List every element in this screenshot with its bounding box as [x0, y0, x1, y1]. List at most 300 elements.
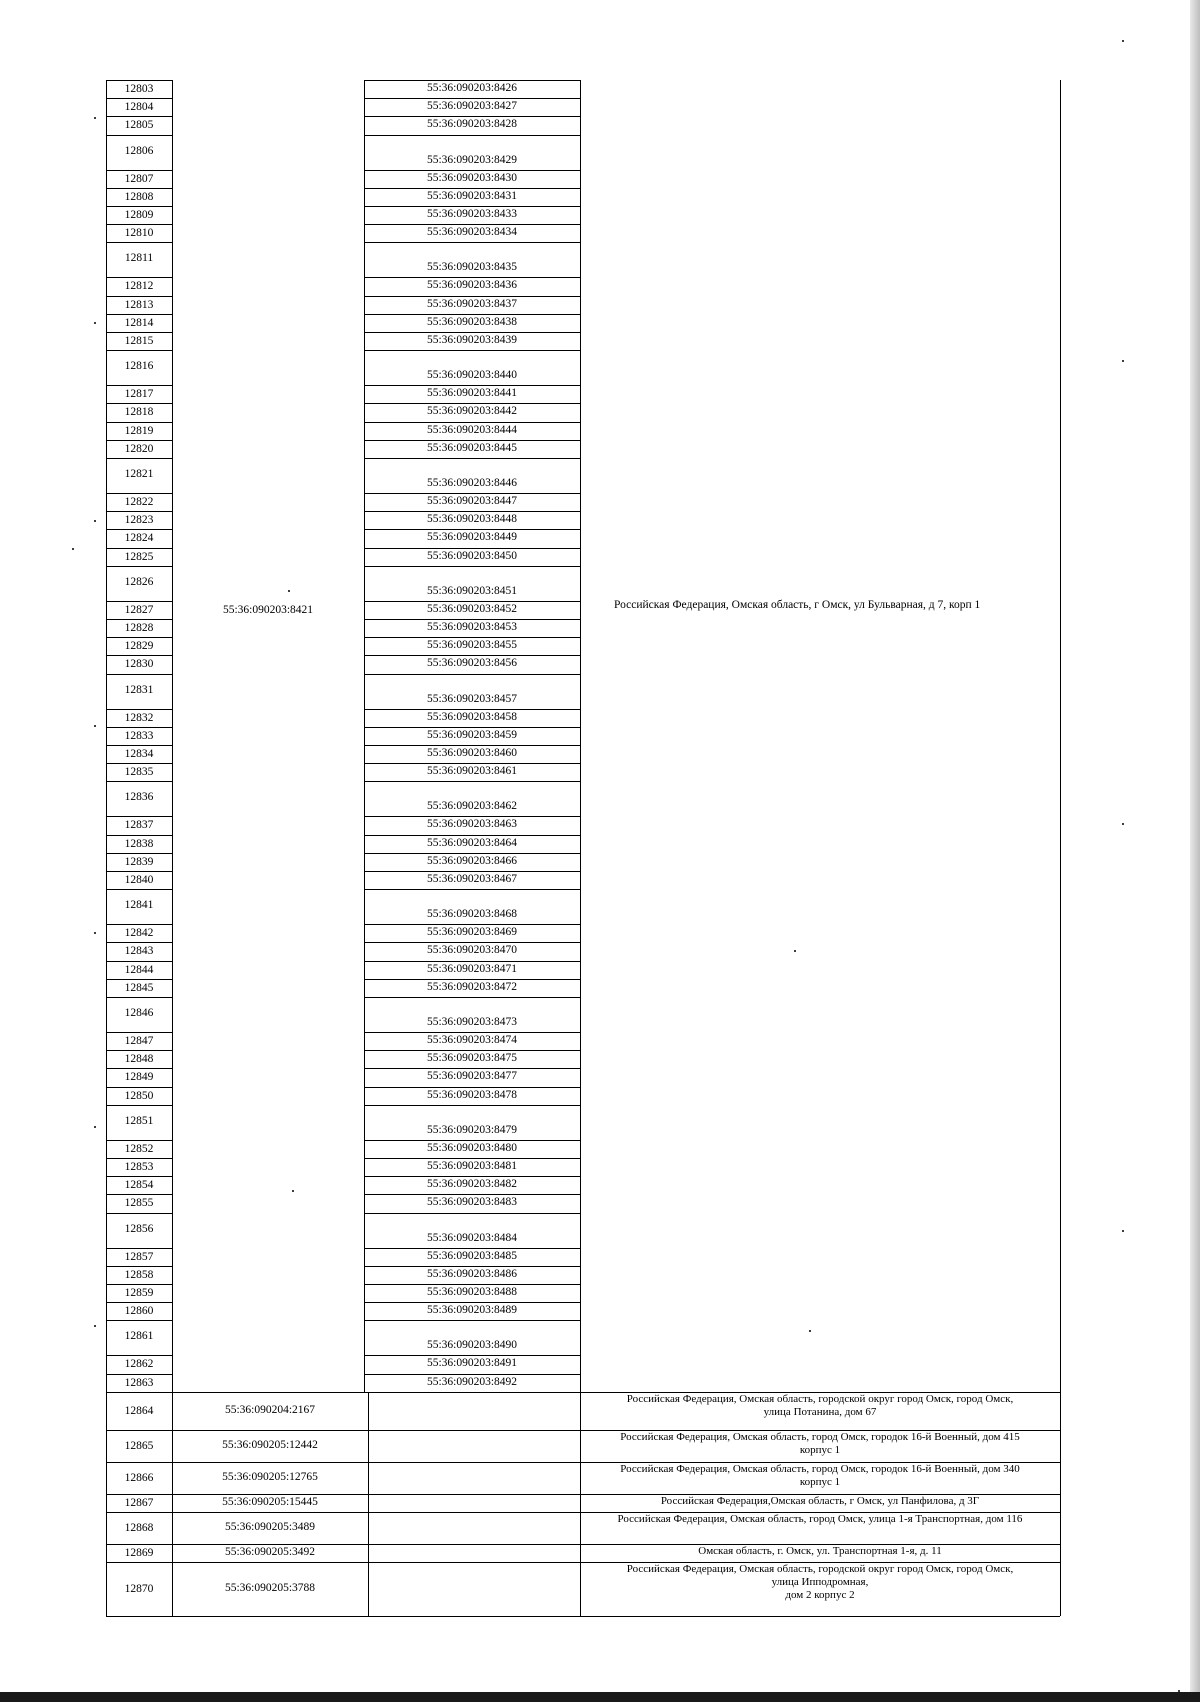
- address-line: Российская Федерация, Омская область, город Омск, городок 16-й Военный, дом 340: [620, 1463, 1020, 1475]
- scan-speck: [94, 725, 96, 727]
- cadastral-cell-border: [364, 1087, 580, 1088]
- row-number: 12847: [124, 1035, 154, 1047]
- number-cell-border: [106, 566, 172, 567]
- row-number: 12850: [124, 1090, 154, 1102]
- cadastral-cell-border: [364, 1248, 580, 1249]
- address-line: Российская Федерация, Омская область, городской округ город Омск, город Омск,: [626, 1393, 1014, 1405]
- number-cell-border: [106, 727, 172, 728]
- number-cell-border: [106, 997, 172, 998]
- cadastral-cell-border: [364, 1068, 580, 1069]
- row-number: 12832: [124, 712, 154, 724]
- cadastral-number: 55:36:090203:8479: [426, 1124, 518, 1136]
- number-cell-border: [106, 403, 172, 404]
- cadastral-number: 55:36:090203:8444: [426, 424, 518, 436]
- address-cell: [582, 1495, 1058, 1508]
- address-cell: [582, 1463, 1058, 1489]
- cadastral-cell-border: [364, 942, 580, 943]
- row-number: 12849: [124, 1071, 154, 1083]
- number-cell-border: [106, 224, 172, 225]
- cadastral-cell-border: [364, 440, 580, 441]
- scan-speck: [288, 590, 290, 592]
- cadastral-cell-border: [364, 80, 580, 81]
- number-cell-border: [106, 277, 172, 278]
- cadastral-cell-border: [364, 332, 580, 333]
- number-cell-border: [106, 1355, 172, 1356]
- cadastral-cell-border: [364, 835, 580, 836]
- cadastral-number: 55:36:090203:8475: [426, 1052, 518, 1064]
- address-line: Российская Федерация,Омская область, г Омск, ул Панфилова, д 3Г: [660, 1495, 980, 1507]
- row-number: 12812: [124, 280, 154, 292]
- scan-speck: [94, 117, 96, 119]
- cadastral-cell-border: [364, 1194, 580, 1195]
- cadastral-cell-border: [364, 961, 580, 962]
- row-number: 12836: [124, 791, 154, 803]
- scan-speck: [94, 322, 96, 324]
- row-number: 12840: [124, 874, 154, 886]
- number-cell-border: [106, 709, 172, 710]
- cadastral-number: 55:36:090203:8466: [426, 855, 518, 867]
- cadastral-cell-border: [364, 188, 580, 189]
- cadastral-cell-border: [364, 1140, 580, 1141]
- cadastral-number: 55:36:090203:8437: [426, 298, 518, 310]
- row-number: 12870: [124, 1583, 154, 1595]
- scan-speck: [94, 520, 96, 522]
- number-cell-border: [106, 763, 172, 764]
- number-cell-border: [106, 80, 172, 81]
- row-number: 12866: [124, 1472, 154, 1484]
- cadastral-number: 55:36:090203:8473: [426, 1016, 518, 1028]
- cadastral-cell-border: [364, 422, 580, 423]
- left-table-border: [106, 80, 107, 1392]
- cadastral-number: 55:36:090203:8440: [426, 369, 518, 381]
- cadastral-number: 55:36:090204:2167: [224, 1404, 316, 1416]
- number-cell-border: [106, 674, 172, 675]
- cadastral-number: 55:36:090203:8492: [426, 1376, 518, 1388]
- number-cell-border: [106, 511, 172, 512]
- cadastral-cell-border: [364, 511, 580, 512]
- cadastral-cell-border: [364, 1050, 580, 1051]
- cadastral-number: 55:36:090203:8450: [426, 550, 518, 562]
- cadastral-number: 55:36:090205:12765: [222, 1471, 318, 1483]
- scan-speck: [1122, 360, 1124, 362]
- address-cell: [582, 1513, 1058, 1526]
- cadastral-number: 55:36:090203:8477: [426, 1070, 518, 1082]
- cadastral-number: 55:36:090203:8427: [426, 100, 518, 112]
- cadastral-number: 55:36:090205:3492: [224, 1546, 316, 1558]
- row-number: 12803: [124, 83, 154, 95]
- row-number: 12845: [124, 982, 154, 994]
- number-cell-border: [106, 924, 172, 925]
- address-line: Российская Федерация, Омская область, город Омск, улица 1-я Транспортная, дом 116: [617, 1513, 1023, 1525]
- cadastral-number: 55:36:090203:8461: [426, 765, 518, 777]
- row-number: 12841: [124, 899, 154, 911]
- cadastral-number: 55:36:090203:8470: [426, 944, 518, 956]
- cadastral-number: 55:36:090203:8438: [426, 316, 518, 328]
- row-number: 12805: [124, 119, 154, 131]
- cadastral-cell-border: [364, 98, 580, 99]
- number-cell-border: [106, 1248, 172, 1249]
- number-cell-border: [106, 314, 172, 315]
- row-number: 12834: [124, 748, 154, 760]
- number-cell-border: [106, 1032, 172, 1033]
- cadastral-cell-border: [364, 1302, 580, 1303]
- row-number: 12839: [124, 856, 154, 868]
- row-number: 12852: [124, 1143, 154, 1155]
- scan-speck: [1122, 1230, 1124, 1232]
- cadastral-number: 55:36:090203:8471: [426, 963, 518, 975]
- cadastral-number: 55:36:090205:15445: [222, 1496, 318, 1508]
- cadastral-cell-border: [364, 853, 580, 854]
- row-number: 12858: [124, 1269, 154, 1281]
- number-cell-border: [106, 422, 172, 423]
- number-cell-border: [106, 1320, 172, 1321]
- address-cell: [582, 1431, 1058, 1457]
- scan-speck: [94, 1325, 96, 1327]
- row-number: 12859: [124, 1287, 154, 1299]
- cadastral-cell-border: [364, 1158, 580, 1159]
- number-cell-border: [106, 1284, 172, 1285]
- cadastral-cell-border: [364, 655, 580, 656]
- cadastral-number: 55:36:090203:8451: [426, 585, 518, 597]
- cadastral-number: 55:36:090203:8469: [426, 926, 518, 938]
- number-cell-border: [106, 206, 172, 207]
- number-cell-border: [106, 1194, 172, 1195]
- parent-cadastral-number: 55:36:090203:8421: [222, 604, 314, 616]
- number-cell-border: [106, 871, 172, 872]
- cadastral-number: 55:36:090203:8447: [426, 495, 518, 507]
- number-cell-border: [106, 1158, 172, 1159]
- cadastral-number: 55:36:090203:8491: [426, 1357, 518, 1369]
- number-cell-border: [106, 1140, 172, 1141]
- row-number: 12857: [124, 1251, 154, 1263]
- address-cell: [582, 1393, 1058, 1419]
- row-number: 12808: [124, 191, 154, 203]
- number-cell-border: [106, 1302, 172, 1303]
- cadastral-number: 55:36:090203:8430: [426, 172, 518, 184]
- number-cell-border: [106, 942, 172, 943]
- cadastral-number: 55:36:090203:8464: [426, 837, 518, 849]
- number-cell-border: [106, 1374, 172, 1375]
- address-column-border: [580, 1392, 581, 1616]
- cadastral-number: 55:36:090203:8442: [426, 405, 518, 417]
- row-number: 12827: [124, 604, 154, 616]
- cadastral-cell-border: [364, 871, 580, 872]
- cadastral-cell-border: [364, 619, 580, 620]
- cadastral-cell-border: [364, 709, 580, 710]
- cadastral-number: 55:36:090203:8489: [426, 1304, 518, 1316]
- row-number: 12837: [124, 819, 154, 831]
- cadastral-cell-border: [364, 924, 580, 925]
- scan-speck: [1122, 823, 1124, 825]
- row-number: 12856: [124, 1223, 154, 1235]
- cadastral-cell-border: [364, 601, 580, 602]
- scan-speck: [94, 932, 96, 934]
- row-number: 12810: [124, 227, 154, 239]
- number-cell-border: [106, 440, 172, 441]
- cadastral-cell-border: [364, 889, 580, 890]
- cadastral-cell-border: [364, 816, 580, 817]
- row-number: 12828: [124, 622, 154, 634]
- cadastral-cell-border: [364, 1176, 580, 1177]
- cadastral-cell-border: [364, 566, 580, 567]
- cadastral-cell-border: [364, 385, 580, 386]
- cadastral-number: 55:36:090203:8456: [426, 657, 518, 669]
- cadastral-cell-border: [364, 1284, 580, 1285]
- row-number: 12851: [124, 1115, 154, 1127]
- row-number: 12830: [124, 658, 154, 670]
- number-column-border: [172, 80, 173, 1392]
- cadastral-number: 55:36:090203:8490: [426, 1339, 518, 1351]
- cadastral-cell-border: [364, 979, 580, 980]
- row-number: 12824: [124, 532, 154, 544]
- number-cell-border: [106, 135, 172, 136]
- cadastral-number: 55:36:090203:8484: [426, 1232, 518, 1244]
- cadastral-cell-border: [364, 997, 580, 998]
- row-number: 12806: [124, 145, 154, 157]
- cadastral-cell-border: [364, 224, 580, 225]
- cadastral-number: 55:36:090203:8485: [426, 1250, 518, 1262]
- row-number: 12843: [124, 945, 154, 957]
- address-line: корпус 1: [799, 1476, 841, 1488]
- number-cell-border: [106, 781, 172, 782]
- row-number: 12863: [124, 1377, 154, 1389]
- row-number: 12807: [124, 173, 154, 185]
- cadastral-number: 55:36:090203:8480: [426, 1142, 518, 1154]
- scan-speck: [794, 950, 796, 952]
- scan-speck: [292, 1190, 294, 1192]
- cadastral-number: 55:36:090203:8467: [426, 873, 518, 885]
- row-number: 12809: [124, 209, 154, 221]
- number-cell-border: [106, 889, 172, 890]
- number-cell-border: [106, 385, 172, 386]
- number-cell-border: [106, 116, 172, 117]
- cadastral-cell-border: [364, 1266, 580, 1267]
- cadastral-number: 55:36:090203:8439: [426, 334, 518, 346]
- row-number: 12818: [124, 406, 154, 418]
- number-cell-border: [106, 816, 172, 817]
- number-cell-border: [106, 350, 172, 351]
- row-number: 12811: [124, 252, 154, 264]
- cadastral-cell-border: [364, 1032, 580, 1033]
- cadastral-number: 55:36:090203:8474: [426, 1034, 518, 1046]
- cadastral-number: 55:36:090205:12442: [222, 1439, 318, 1451]
- cadastral-number: 55:36:090203:8486: [426, 1268, 518, 1280]
- row-number: 12854: [124, 1179, 154, 1191]
- number-cell-border: [106, 493, 172, 494]
- cadastral-number: 55:36:090203:8488: [426, 1286, 518, 1298]
- cadastral-cell-border: [364, 781, 580, 782]
- cadastral-cell-border: [364, 1213, 580, 1214]
- cadastral-box-left: [364, 80, 365, 1392]
- cadastral-number: 55:36:090203:8433: [426, 208, 518, 220]
- number-cell-border: [106, 1176, 172, 1177]
- number-cell-border: [106, 601, 172, 602]
- row-number: 12838: [124, 838, 154, 850]
- right-table-border: [1060, 1392, 1061, 1616]
- cadastral-number: 55:36:090203:8449: [426, 531, 518, 543]
- row-number: 12848: [124, 1053, 154, 1065]
- cadastral-cell-border: [364, 1374, 580, 1375]
- row-number: 12864: [124, 1405, 154, 1417]
- row-number: 12869: [124, 1547, 154, 1559]
- scan-speck: [72, 548, 74, 550]
- scan-edge-shadow: [1190, 0, 1200, 1702]
- address-line: корпус 1: [799, 1444, 841, 1456]
- cadastral-number: 55:36:090203:8481: [426, 1160, 518, 1172]
- number-cell-border: [106, 548, 172, 549]
- right-table-border: [1060, 80, 1061, 1392]
- row-number: 12855: [124, 1197, 154, 1209]
- cadastral-cell-border: [364, 763, 580, 764]
- row-number: 12831: [124, 684, 154, 696]
- left-table-border: [106, 1392, 107, 1616]
- number-cell-border: [106, 1087, 172, 1088]
- number-cell-border: [106, 332, 172, 333]
- row-number: 12860: [124, 1305, 154, 1317]
- cadastral-number: 55:36:090203:8455: [426, 639, 518, 651]
- cadastral-number: 55:36:090203:8426: [426, 82, 518, 94]
- scan-bottom-border: [0, 1692, 1200, 1702]
- number-cell-border: [106, 1068, 172, 1069]
- cadastral-number: 55:36:090203:8445: [426, 442, 518, 454]
- cadastral-number: 55:36:090205:3788: [224, 1582, 316, 1594]
- cadastral-number: 55:36:090203:8468: [426, 908, 518, 920]
- cadastral-cell-border: [364, 277, 580, 278]
- scan-speck: [94, 1126, 96, 1128]
- row-number: 12814: [124, 317, 154, 329]
- address-cell: [582, 1545, 1058, 1558]
- row-number: 12813: [124, 299, 154, 311]
- cadastral-cell-border: [364, 116, 580, 117]
- cadastral-number: 55:36:090203:8482: [426, 1178, 518, 1190]
- address-cell: [582, 1563, 1058, 1602]
- row-number: 12861: [124, 1330, 154, 1342]
- address-line: Российская Федерация, Омская область, город Омск, городок 16-й Военный, дом 415: [620, 1431, 1020, 1443]
- cadastral-number: 55:36:090203:8458: [426, 711, 518, 723]
- cadastral-number: 55:36:090205:3489: [224, 1521, 316, 1533]
- cadastral-number: 55:36:090203:8457: [426, 693, 518, 705]
- row-number: 12817: [124, 388, 154, 400]
- number-cell-border: [106, 1105, 172, 1106]
- number-cell-border: [106, 979, 172, 980]
- row-number: 12865: [124, 1440, 154, 1452]
- row-number: 12853: [124, 1161, 154, 1173]
- cadastral-number: 55:36:090203:8428: [426, 118, 518, 130]
- address-line: улица Ипподромная,: [771, 1576, 869, 1588]
- row-number: 12862: [124, 1358, 154, 1370]
- address-line: Омская область, г. Омск, ул. Транспортная 1-я, д. 11: [698, 1545, 942, 1557]
- cadastral-cell-border: [364, 1105, 580, 1106]
- cadastral-cell-border: [364, 529, 580, 530]
- row-number: 12815: [124, 335, 154, 347]
- cadastral-number: 55:36:090203:8435: [426, 261, 518, 273]
- cadastral-column-border: [368, 1392, 369, 1616]
- cadastral-cell-border: [364, 350, 580, 351]
- row-number: 12820: [124, 443, 154, 455]
- number-cell-border: [106, 619, 172, 620]
- row-number: 12823: [124, 514, 154, 526]
- row-border: [106, 1616, 1060, 1617]
- number-cell-border: [106, 637, 172, 638]
- row-number: 12822: [124, 496, 154, 508]
- cadastral-cell-border: [364, 1320, 580, 1321]
- cadastral-number: 55:36:090203:8452: [426, 603, 518, 615]
- number-cell-border: [106, 98, 172, 99]
- cadastral-cell-border: [364, 242, 580, 243]
- row-number: 12846: [124, 1007, 154, 1019]
- cadastral-number: 55:36:090203:8460: [426, 747, 518, 759]
- cadastral-cell-border: [364, 206, 580, 207]
- cadastral-number: 55:36:090203:8434: [426, 226, 518, 238]
- cadastral-cell-border: [364, 296, 580, 297]
- number-cell-border: [106, 853, 172, 854]
- block-address: Российская Федерация, Омская область, г Омск, ул Бульварная, д 7, корп 1: [614, 599, 981, 611]
- number-cell-border: [106, 296, 172, 297]
- cadastral-number: 55:36:090203:8441: [426, 387, 518, 399]
- cadastral-number: 55:36:090203:8472: [426, 981, 518, 993]
- number-cell-border: [106, 188, 172, 189]
- number-cell-border: [106, 655, 172, 656]
- address-line: Российская Федерация, Омская область, городской округ город Омск, город Омск,: [626, 1563, 1014, 1575]
- cadastral-number: 55:36:090203:8429: [426, 154, 518, 166]
- cadastral-cell-border: [364, 548, 580, 549]
- scan-speck: [1122, 40, 1124, 42]
- cadastral-number: 55:36:090203:8483: [426, 1196, 518, 1208]
- cadastral-cell-border: [364, 727, 580, 728]
- cadastral-box-right: [580, 80, 581, 1392]
- row-number: 12819: [124, 425, 154, 437]
- row-number: 12868: [124, 1522, 154, 1534]
- cadastral-number: 55:36:090203:8478: [426, 1089, 518, 1101]
- row-number: 12829: [124, 640, 154, 652]
- address-line: дом 2 корпус 2: [785, 1589, 855, 1601]
- row-number: 12804: [124, 101, 154, 113]
- row-number: 12826: [124, 576, 154, 588]
- cadastral-cell-border: [364, 1355, 580, 1356]
- cadastral-cell-border: [364, 637, 580, 638]
- number-cell-border: [106, 1213, 172, 1214]
- cadastral-number: 55:36:090203:8431: [426, 190, 518, 202]
- number-cell-border: [106, 1266, 172, 1267]
- row-number: 12835: [124, 766, 154, 778]
- cadastral-number: 55:36:090203:8463: [426, 818, 518, 830]
- row-number: 12867: [124, 1497, 154, 1509]
- number-cell-border: [106, 961, 172, 962]
- row-number: 12825: [124, 551, 154, 563]
- number-cell-border: [106, 529, 172, 530]
- cadastral-cell-border: [364, 674, 580, 675]
- cadastral-cell-border: [364, 493, 580, 494]
- row-number: 12833: [124, 730, 154, 742]
- number-cell-border: [106, 835, 172, 836]
- number-cell-border: [106, 745, 172, 746]
- row-number: 12842: [124, 927, 154, 939]
- number-column-border: [172, 1392, 173, 1616]
- cadastral-cell-border: [364, 170, 580, 171]
- cadastral-number: 55:36:090203:8459: [426, 729, 518, 741]
- row-number: 12844: [124, 964, 154, 976]
- number-cell-border: [106, 170, 172, 171]
- number-cell-border: [106, 1050, 172, 1051]
- address-line: улица Потанина, дом 67: [763, 1406, 877, 1418]
- cadastral-number: 55:36:090203:8436: [426, 279, 518, 291]
- row-number: 12816: [124, 360, 154, 372]
- cadastral-cell-border: [364, 314, 580, 315]
- cadastral-cell-border: [364, 745, 580, 746]
- row-number: 12821: [124, 468, 154, 480]
- cadastral-number: 55:36:090203:8462: [426, 800, 518, 812]
- cadastral-number: 55:36:090203:8448: [426, 513, 518, 525]
